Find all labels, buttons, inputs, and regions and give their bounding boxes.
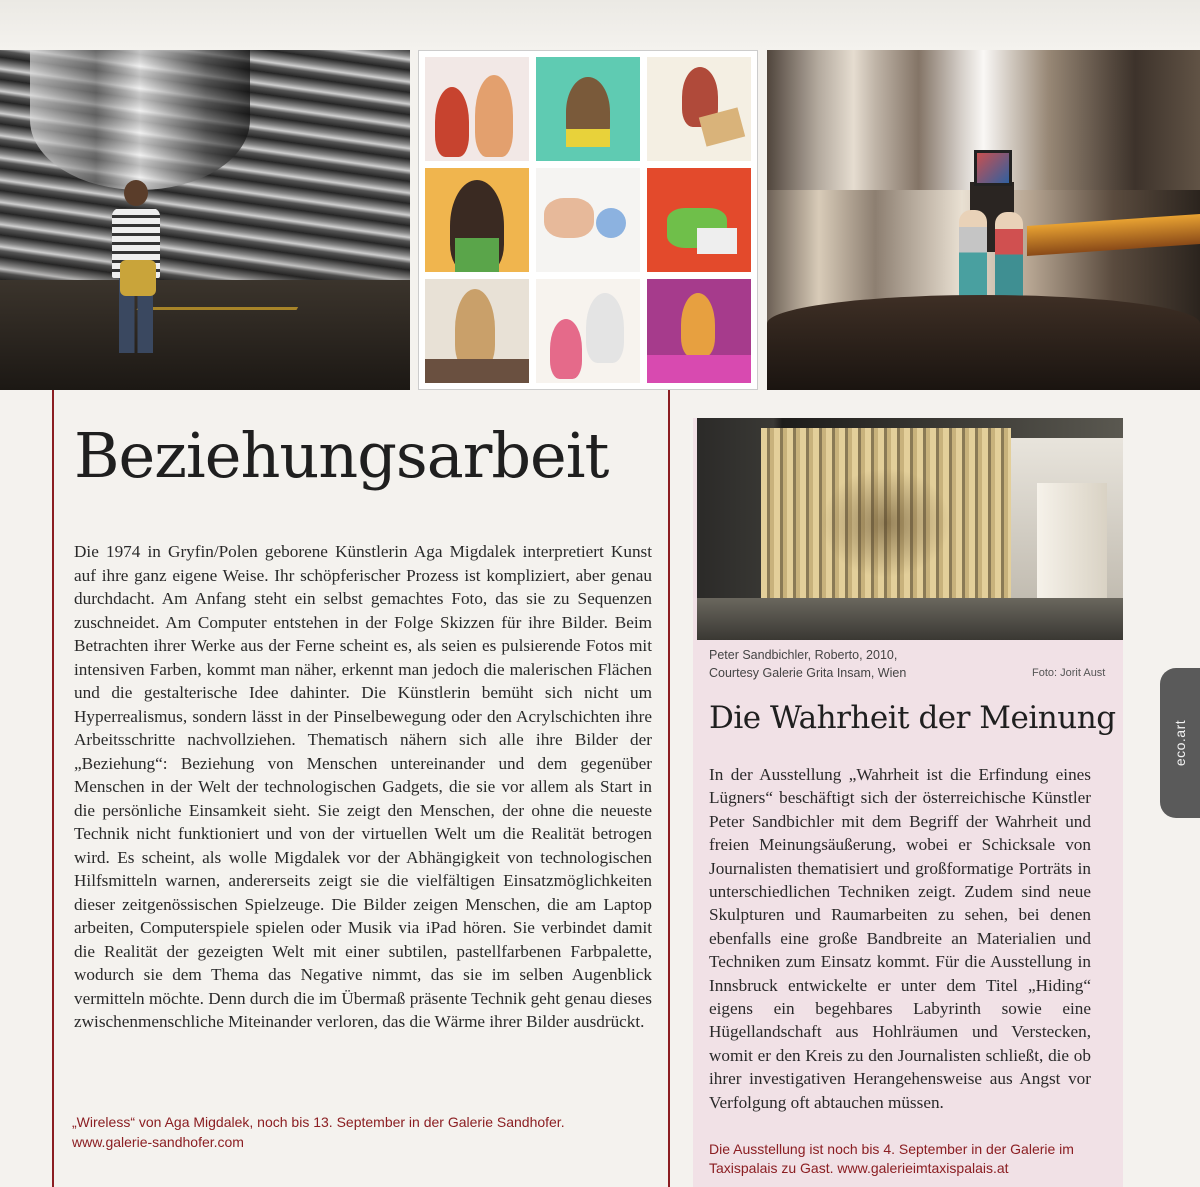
grid-tile [425,279,529,383]
grid-tile [536,57,640,161]
gallery-link[interactable]: Taxispalais zu Gast. www.galerieimtaxispalais.at [709,1160,1009,1176]
section-tab[interactable] [1160,668,1200,818]
section-tab-label: eco.art [1172,719,1188,767]
painting-children-tv [767,50,1200,390]
installation-photo [697,418,1123,640]
grid-tile [425,168,529,272]
grid-tile [425,57,529,161]
photo-caption-line: Courtesy Galerie Grita Insam, Wien [709,666,907,680]
photo-credit: Foto: Jorit Aust [1032,667,1106,679]
article-title: Beziehungsarbeit [74,419,609,492]
article-caption [72,1112,662,1152]
grid-tile [647,168,751,272]
photo-caption-line: Peter Sandbichler, Roberto, 2010, [709,648,898,662]
page-top-edge [0,0,1200,50]
photo-caption [709,646,1009,682]
exhibition-info: „Wireless“ von Aga Migdalek, noch bis 13. September in der Galerie Sandhofer. [72,1114,565,1130]
grid-tile [536,279,640,383]
sidebar-caption [709,1140,1119,1178]
exhibition-info: Die Ausstellung ist noch bis 4. September in der Galerie im [709,1141,1074,1157]
article-body: Die 1974 in Gryfin/Polen geborene Künstlerin Aga Migdalek interpretiert Kunst auf ihre ganz eigene Weise. Ihr schöpferischer Prozess ist kompliziert, aber genau durchdacht. Am Anfang steht ein selbst gemachtes Foto, das sie zu Sequenzen zuschneidet. Am Computer entstehen in der Folge Skizzen für ihre Bilder. Beim Betrachten ihrer Werke aus der Ferne scheint es, als seien es pulsierende Fotos mit intensiven Farben, kommt man näher, erkennt man jedoch die malerischen Flächen und die gestalterische Idee dahinter. Die Künstlerin bemüht sich nicht um Hyperrealismus, sondern lässt in der Pinselbewegung oder den Acrylschichten ihre Arbeitsschritte nachvollziehen. Thematisch nähern sich alle ihre Bilder der „Beziehung“: Beziehung von Menschen untereinander und dem gegenüber Menschen in der Welt der technologischen Gadgets, die sie vor allem als Start in die persönliche Einsamkeit sieht. Sie zeigt den Menschen, der ohne die neueste Technik nicht funktioniert und von der virtuellen Welt um die Realität betrogen wird. Es scheint, als wolle Migdalek vor der Abhängigkeit von technologischen Hilfsmitteln warnen, andererseits zeigt sie die vielfältigen Einsatzmöglichkeiten dieser zeitgenössischen Spielzeuge. Die Bilder zeigen Menschen, die am Laptop arbeiten, Computerspiele spielen oder Musik via iPad hören. Sie verbindet damit die Realität der gezeigten Welt mit einer subtilen, pastellfarbenen Farbpalette, wodurch sie dem Thema das Negative nimmt, das sie im selben Augenblick vermitteln möchte. Denn durch die im Übermaß präsente Technik geht genau dieses zwischenmenschliche Miteinander verloren, das die Wärme ihrer Bilder ausdrückt. [74,542,652,1031]
gallery-link[interactable]: www.galerie-sandhofer.com [72,1134,244,1150]
grid-tile [536,168,640,272]
sidebar-body: In der Ausstellung „Wahrheit ist die Erfindung eines Lügners“ beschäftigt sich der österreichische Künstler Peter Sandbichler mit dem Begriff der Wahrheit und freien Meinungsäußerung, wobei er Schicksale von Journalisten thematisiert und großformatige Porträts in unterschiedlichen Techniken zeigt. Zudem sind neue Skulpturen und Raumarbeiten zu sehen, bei denen ebenfalls eine große Bandbreite an Materialien und Techniken zum Einsatz kommt. Für die Ausstellung in Innsbruck entwickelte er unter dem Titel „Hiding“ eigens ein begehbares Labyrinth sowie eine Hügellandschaft aus Hohlräumen und Verstecken, womit er den Kreis zu den Journalisten schließt, die ob ihrer investigativen Herangehensweise aus Angst vor Verfolgung oft abtauchen müssen. [709,765,1091,1112]
painting-man-with-bag [0,50,410,390]
sidebar-title: Die Wahrheit der Meinung [709,700,1116,736]
painting-grid [418,50,758,390]
grid-tile [647,279,751,383]
grid-tile [647,57,751,161]
